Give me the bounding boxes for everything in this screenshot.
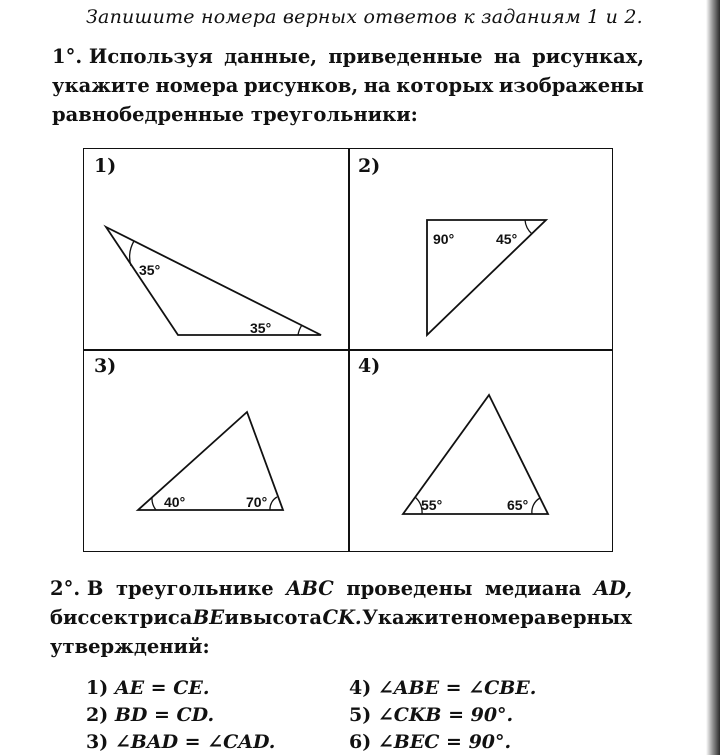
word: на <box>493 45 521 68</box>
word: которых <box>396 74 494 97</box>
word: Укажите <box>362 606 464 629</box>
triangle-1 <box>106 227 321 335</box>
figure-3-label: 3) <box>94 355 117 377</box>
task2-line-3 <box>50 632 632 661</box>
figure-3-angle-a: 40° <box>164 494 186 510</box>
word: и <box>224 606 239 629</box>
answer-option <box>86 729 275 756</box>
word: Используя <box>88 45 213 68</box>
instruction-heading: Запишите номера верных ответов к заданиям 1 и 2. <box>86 6 643 28</box>
word: треугольнике <box>115 577 274 600</box>
word: утверждений: <box>50 635 210 658</box>
triangle-figures <box>84 149 614 553</box>
figures-grid <box>83 148 613 552</box>
answer-text: AE = CE. <box>114 677 210 699</box>
answer-number: 4) <box>349 677 372 699</box>
answer-option <box>349 729 511 756</box>
figure-2-angle-b: 45° <box>496 231 518 247</box>
answer-option <box>86 702 214 729</box>
word: В <box>86 577 104 600</box>
answer-text: BD = CD. <box>114 704 215 726</box>
word: данные, <box>224 45 318 68</box>
word: BE <box>192 606 225 629</box>
figure-4-angle-b: 65° <box>507 497 529 513</box>
figure-4-label: 4) <box>358 355 381 377</box>
task2-text <box>50 574 632 661</box>
figure-3-angle-b: 70° <box>246 494 268 510</box>
answer-number: 3) <box>86 731 109 753</box>
word: треугольники: <box>250 103 418 126</box>
answer-option <box>349 675 536 702</box>
answer-text: ∠ABE = ∠CBE. <box>377 677 537 699</box>
figure-2-label: 2) <box>358 155 381 177</box>
task2-line-1 <box>50 574 632 603</box>
answer-option <box>86 675 209 702</box>
task1-number: 1°. <box>52 45 83 68</box>
answer-text: ∠CKB = 90°. <box>377 704 514 726</box>
word: на <box>363 74 391 97</box>
answer-number: 5) <box>349 704 372 726</box>
word: изображены <box>498 74 644 97</box>
figure-2-angle-a: 90° <box>433 231 455 247</box>
task1-text <box>52 42 644 129</box>
answer-option <box>349 702 513 729</box>
figure-1-label: 1) <box>94 155 117 177</box>
word: приведенные <box>328 45 483 68</box>
answer-text: ∠BAD = ∠CAD. <box>114 731 276 753</box>
answer-text: ∠BEC = 90°. <box>377 731 512 753</box>
word: равнобедренные <box>52 103 245 126</box>
task1-line-3 <box>52 100 644 129</box>
word: укажите <box>52 74 150 97</box>
word: номера <box>463 606 547 629</box>
word: проведены <box>346 577 473 600</box>
task2-line-2 <box>50 603 632 632</box>
word: высота <box>239 606 323 629</box>
answer-number: 6) <box>349 731 372 753</box>
answer-number: 2) <box>86 704 109 726</box>
word: рисунков, <box>243 74 359 97</box>
word: номера <box>155 74 239 97</box>
task1-line-2 <box>52 71 644 100</box>
figure-1-angle-a: 35° <box>139 262 161 278</box>
word: верных <box>546 606 632 629</box>
word: ABC <box>286 577 334 600</box>
task1-line-1 <box>52 42 644 71</box>
word: биссектриса <box>50 606 193 629</box>
word: CK. <box>322 606 362 629</box>
answer-number: 1) <box>86 677 109 699</box>
figure-1-angle-b: 35° <box>250 320 272 336</box>
task2-number: 2°. <box>50 577 81 600</box>
word: медиана <box>484 577 582 600</box>
figure-4-angle-a: 55° <box>421 497 443 513</box>
word: AD, <box>593 577 632 600</box>
word: рисунках, <box>532 45 644 68</box>
page-edge-shadow <box>706 0 720 755</box>
